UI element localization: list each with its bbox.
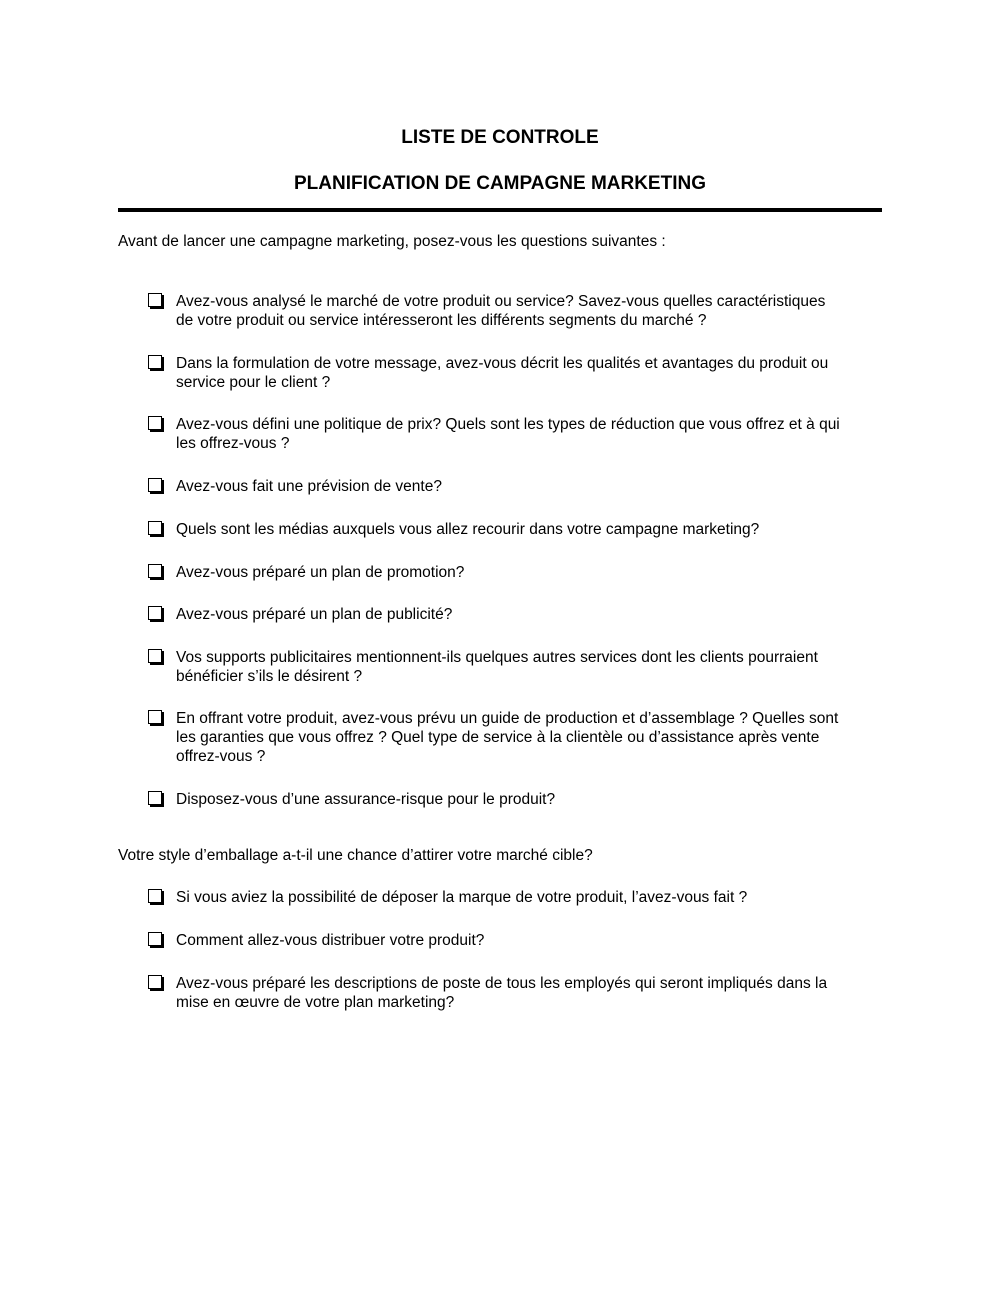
text-line: Comment allez-vous distribuer votre produit? bbox=[176, 932, 485, 949]
checklist-item-text bbox=[176, 888, 747, 907]
checklist-item bbox=[148, 520, 888, 539]
text-line: Avez-vous fait une prévision de vente? bbox=[176, 478, 442, 495]
checklist-item-text bbox=[176, 563, 464, 582]
text-line: les garanties que vous offrez ? Quel type de service à la clientèle ou d’assistance après vente bbox=[176, 729, 820, 746]
text-line: Avez-vous défini une politique de prix? Quels sont les types de réduction que vous offrez et à qui bbox=[176, 416, 840, 433]
checkbox-empty-icon[interactable] bbox=[148, 975, 162, 989]
section2-heading: Votre style d’emballage a-t-il une chance d’attirer votre marché cible? bbox=[118, 847, 593, 864]
document-title: LISTE DE CONTROLE bbox=[401, 127, 599, 148]
text-line: Dans la formulation de votre message, avez-vous décrit les qualités et avantages du produit ou bbox=[176, 355, 829, 372]
checklist-item-text bbox=[176, 974, 827, 1012]
text-line: de votre produit ou service intéresseront les différents segments du marché ? bbox=[176, 312, 707, 329]
checklist-item bbox=[148, 563, 888, 582]
checkbox-empty-icon[interactable] bbox=[148, 791, 162, 805]
text-line: Avez-vous préparé un plan de publicité? bbox=[176, 606, 453, 623]
checklist-item-text bbox=[176, 354, 828, 392]
intro-text: Avant de lancer une campagne marketing, posez-vous les questions suivantes : bbox=[118, 233, 666, 250]
checklist-item bbox=[148, 415, 888, 453]
checkbox-empty-icon[interactable] bbox=[148, 416, 162, 430]
checklist-item-text bbox=[176, 292, 825, 330]
checklist-item bbox=[148, 605, 888, 624]
checklist-item bbox=[148, 477, 888, 496]
checklist-item-text bbox=[176, 790, 555, 809]
checkbox-empty-icon[interactable] bbox=[148, 606, 162, 620]
checklist-item-text bbox=[176, 605, 452, 624]
checklist-item-text bbox=[176, 477, 442, 496]
checkbox-empty-icon[interactable] bbox=[148, 889, 162, 903]
text-line: Avez-vous analysé le marché de votre produit ou service? Savez-vous quelles caractéristiques bbox=[176, 293, 826, 310]
text-line: mise en œuvre de votre plan marketing? bbox=[176, 994, 455, 1011]
checkbox-empty-icon[interactable] bbox=[148, 293, 162, 307]
checklist-item bbox=[148, 709, 888, 766]
checkbox-empty-icon[interactable] bbox=[148, 355, 162, 369]
text-line: Avez-vous préparé les descriptions de poste de tous les employés qui seront impliqués dans la bbox=[176, 975, 828, 992]
checklist-item bbox=[148, 888, 888, 907]
text-line: Avez-vous préparé un plan de promotion? bbox=[176, 564, 465, 581]
text-line: Quels sont les médias auxquels vous allez recourir dans votre campagne marketing? bbox=[176, 521, 760, 538]
checklist-item bbox=[148, 648, 888, 686]
checklist-item-text bbox=[176, 709, 838, 766]
text-line: les offrez-vous ? bbox=[176, 435, 290, 452]
text-line: offrez-vous ? bbox=[176, 748, 266, 765]
checklist-item bbox=[148, 292, 888, 330]
checklist-item-text bbox=[176, 648, 818, 686]
checkbox-empty-icon[interactable] bbox=[148, 649, 162, 663]
checklist-item-text bbox=[176, 415, 840, 453]
checklist-item bbox=[148, 354, 888, 392]
checkbox-empty-icon[interactable] bbox=[148, 564, 162, 578]
checklist-item-text bbox=[176, 931, 484, 950]
checkbox-empty-icon[interactable] bbox=[148, 521, 162, 535]
checklist-item-text bbox=[176, 520, 759, 539]
text-line: service pour le client ? bbox=[176, 374, 331, 391]
title-divider bbox=[118, 208, 882, 212]
checklist-item bbox=[148, 931, 888, 950]
checkbox-empty-icon[interactable] bbox=[148, 932, 162, 946]
text-line: Disposez-vous d’une assurance-risque pour le produit? bbox=[176, 791, 556, 808]
text-line: Vos supports publicitaires mentionnent-ils quelques autres services dont les clients pourraient bbox=[176, 649, 818, 666]
text-line: Si vous aviez la possibilité de déposer la marque de votre produit, l’avez-vous fait ? bbox=[176, 889, 748, 906]
checklist-item bbox=[148, 790, 888, 809]
text-line: En offrant votre produit, avez-vous prévu un guide de production et d’assemblage ? Quelles sont bbox=[176, 710, 839, 727]
document-subtitle: PLANIFICATION DE CAMPAGNE MARKETING bbox=[293, 173, 706, 194]
checkbox-empty-icon[interactable] bbox=[148, 478, 162, 492]
text-line: bénéficier s’ils le désirent ? bbox=[176, 668, 363, 685]
checklist-item bbox=[148, 974, 888, 1012]
checkbox-empty-icon[interactable] bbox=[148, 710, 162, 724]
